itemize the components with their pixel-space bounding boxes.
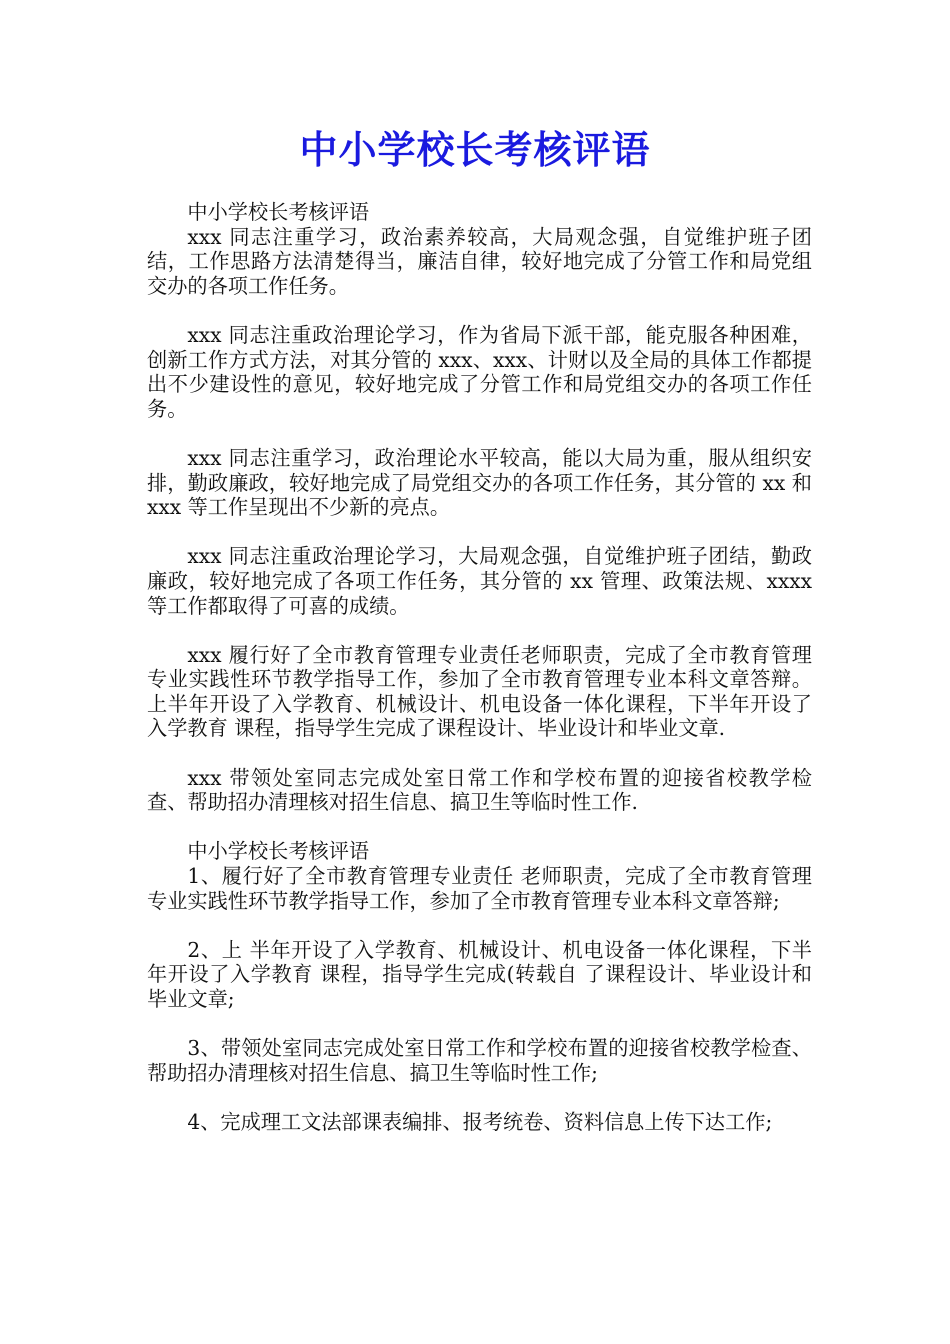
paragraph: 2、上 半年开设了入学教育、机械设计、机电设备一体化课程，下半年开设了入学教育 课程，指导学生完成(转载自 了课程设计、毕业设计和毕业文章; bbox=[147, 937, 812, 1011]
paragraph: xxx 同志注重学习，政治素养较高，大局观念强，自觉维护班子团结，工作思路方法清楚得当，廉洁自律，较好地完成了分管工作和局党组交办的各项工作任务。 bbox=[147, 224, 812, 298]
paragraph: xxx 带领处室同志完成处室日常工作和学校布置的迎接省校教学检查、帮助招办清理核对招生信息、搞卫生等临时性工作. bbox=[147, 765, 812, 815]
paragraph: 中小学校长考核评语 bbox=[187, 200, 370, 224]
paragraph: xxx 履行好了全市教育管理专业责任老师职责，完成了全市教育管理专业实践性环节教学指导工作，参加了全市教育管理专业本科文章答辩。上半年开设了入学教育、机械设计、机电设备一体化课程，下半年开设了入学教育 课程，指导学生完成了课程设计、毕业设计和毕业文章. bbox=[147, 642, 812, 741]
paragraph: xxx 同志注重学习，政治理论水平较高，能以大局为重，服从组织安排，勤政廉政，较好地完成了局党组交办的各项工作任务，其分管的 xx 和 xxx 等工作呈现出不少新的亮点。 bbox=[147, 445, 812, 520]
document-title: 中小学校长考核评语 bbox=[299, 127, 651, 172]
paragraph: 4、完成理工文法部课表编排、报考统卷、资料信息上传下达工作; bbox=[187, 1109, 773, 1134]
paragraph: xxx 同志注重政治理论学习，作为省局下派干部，能克服各种困难，创新工作方式方法，对其分管的 xxx、xxx、计财以及全局的具体工作都提出不少建设性的意见，较好地完成了分管工作和局党组交办的各项工作任务。 bbox=[147, 322, 812, 421]
paragraph: 中小学校长考核评语 bbox=[187, 839, 370, 864]
paragraph: xxx 同志注重政治理论学习，大局观念强，自觉维护班子团结，勤政廉政，较好地完成了各项工作任务，其分管的 xx 管理、政策法规、xxxx 等工作都取得了可喜的成绩。 bbox=[147, 544, 812, 618]
document-body bbox=[147, 200, 812, 1135]
paragraph: 1、履行好了全市教育管理专业责任 老师职责，完成了全市教育管理专业实践性环节教学指导工作，参加了全市教育管理专业本科文章答辩; bbox=[147, 864, 812, 913]
paragraph: 3、带领处室同志完成处室日常工作和学校布置的迎接省校教学检查、帮助招办清理核对招生信息、搞卫生等临时性工作; bbox=[147, 1036, 812, 1085]
